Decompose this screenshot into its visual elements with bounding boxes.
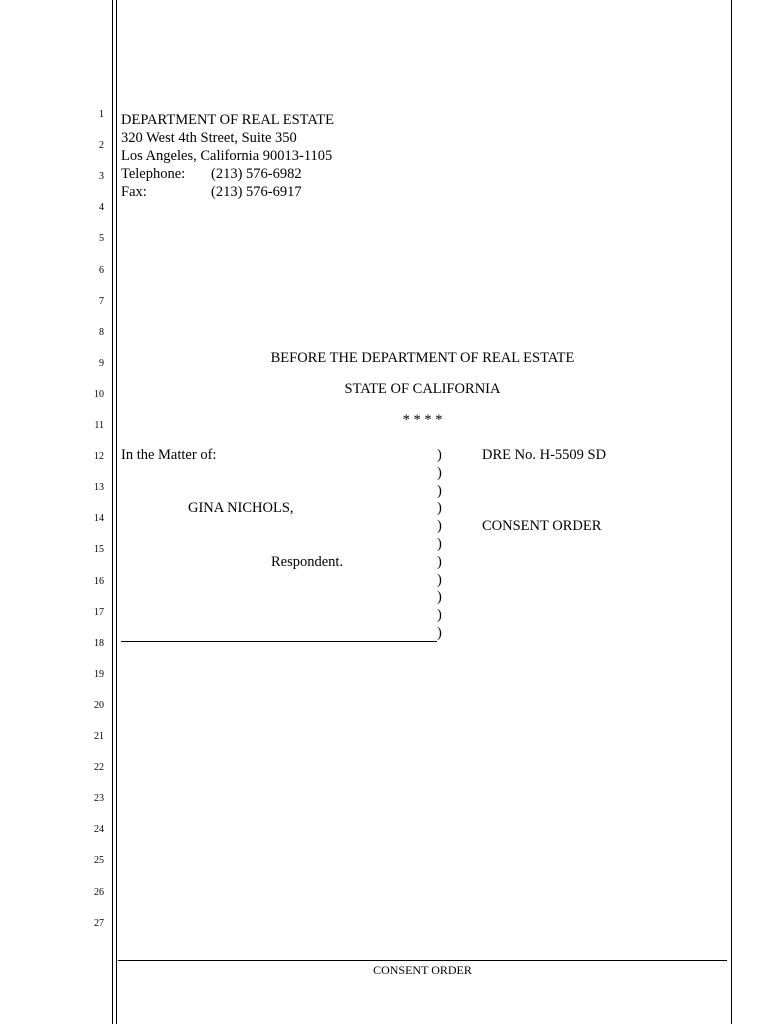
caption-paren: ) [437, 536, 442, 552]
line-number: 15 [94, 544, 104, 556]
line-number: 24 [94, 824, 104, 836]
line-number: 3 [99, 171, 104, 183]
line-number: 19 [94, 668, 104, 680]
caption-underline [121, 641, 437, 642]
title-line-2: STATE OF CALIFORNIA [344, 381, 501, 397]
line-number: 14 [94, 513, 104, 525]
line-number: 10 [94, 388, 104, 400]
line-number: 12 [94, 451, 104, 463]
line-number: 27 [94, 917, 104, 929]
title-line-1: BEFORE THE DEPARTMENT OF REAL ESTATE [270, 350, 575, 366]
line-number: 1 [99, 109, 104, 120]
line-number: 9 [99, 357, 104, 369]
fax-number: (213) 576-6917 [211, 184, 302, 200]
line-number: 2 [99, 140, 104, 152]
caption-paren: ) [437, 447, 442, 463]
fax-label: Fax: [121, 184, 147, 200]
telephone-label: Telephone: [121, 166, 186, 182]
line-number: 25 [94, 855, 104, 867]
left-margin-rule-inner [116, 0, 117, 1024]
department-name: DEPARTMENT OF REAL ESTATE [121, 112, 334, 128]
telephone-number: (213) 576-6982 [211, 166, 302, 182]
address-line-1: 320 West 4th Street, Suite 350 [121, 130, 297, 146]
line-number: 11 [94, 420, 104, 431]
address-line-2: Los Angeles, California 90013-1105 [121, 148, 333, 164]
line-number: 17 [94, 606, 104, 618]
respondent-label: Respondent. [271, 554, 344, 570]
line-number: 23 [94, 793, 104, 805]
caption-paren: ) [437, 482, 442, 499]
line-number: 21 [94, 731, 104, 742]
case-number: DRE No. H-5509 SD [482, 447, 607, 463]
in-the-matter-of: In the Matter of: [121, 447, 217, 463]
caption-paren: ) [437, 553, 442, 570]
line-number: 5 [99, 233, 104, 245]
caption-paren: ) [437, 500, 442, 517]
left-margin-rule-outer [112, 0, 113, 1024]
line-number: 7 [99, 295, 104, 307]
fax-line [121, 183, 302, 201]
line-number: 20 [94, 699, 104, 711]
line-number: 4 [99, 202, 104, 214]
caption-paren: ) [437, 571, 442, 588]
line-number: 18 [94, 637, 104, 649]
caption-paren: ) [437, 607, 442, 624]
title-stars: * * * * [402, 412, 443, 428]
line-number: 26 [94, 886, 104, 898]
document-type: CONSENT ORDER [482, 518, 602, 534]
line-number: 16 [94, 575, 104, 587]
right-margin-rule [731, 0, 732, 1024]
respondent-name: GINA NICHOLS, [188, 500, 294, 516]
footer-rule [118, 960, 727, 961]
telephone-line [121, 165, 302, 183]
line-number: 22 [94, 762, 104, 774]
caption-paren: ) [437, 518, 442, 535]
line-number: 13 [94, 482, 104, 494]
caption-paren: ) [437, 625, 442, 641]
line-number: 8 [99, 326, 104, 338]
caption-paren: ) [437, 589, 442, 606]
line-number: 6 [99, 264, 104, 276]
footer-title: CONSENT ORDER [373, 963, 472, 977]
caption-paren: ) [437, 464, 442, 481]
